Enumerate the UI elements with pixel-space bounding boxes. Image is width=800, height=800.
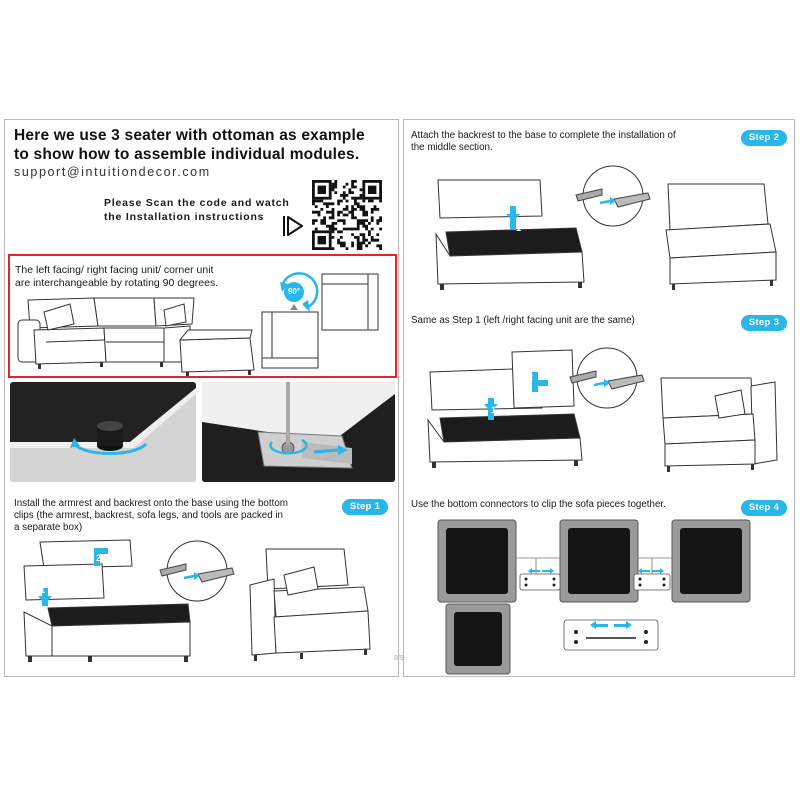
interchangeable-note bbox=[15, 264, 218, 290]
step-3-badge: Step 3 bbox=[741, 315, 787, 331]
step-1-badge: Step 1 bbox=[342, 499, 388, 515]
step-2-line-2: the middle section. bbox=[411, 142, 493, 153]
step-3-instruction bbox=[411, 315, 635, 327]
support-email[interactable]: support@intuitiondecor.com bbox=[14, 165, 211, 179]
step-1-callout-b: 2 bbox=[96, 553, 102, 563]
step-1-line-1: Install the armrest and backrest onto the base using the bottom bbox=[14, 498, 288, 509]
step-1-clip-detail-icon bbox=[150, 540, 244, 602]
rotation-diagram bbox=[258, 270, 386, 374]
note-line-1: The left facing/ right facing unit/ corner unit bbox=[15, 264, 214, 276]
title-line-2: to show how to assemble individual modules. bbox=[14, 146, 360, 163]
step-4-connection-diagram bbox=[436, 518, 756, 676]
step-3-callout-b: 2 bbox=[528, 372, 534, 382]
step-2-clip-detail-icon bbox=[566, 165, 660, 227]
step-1-instruction bbox=[14, 498, 288, 534]
step-2-assembled-middle-seat bbox=[660, 180, 782, 292]
rotation-angle-label: 90° bbox=[287, 287, 301, 296]
step-3-line-1: Same as Step 1 (left /right facing unit are the same) bbox=[411, 315, 635, 326]
step-1-line-2: clips (the armrest, backrest, sofa legs, and tools are packed in bbox=[14, 510, 283, 521]
step-1-line-3: a separate box) bbox=[14, 522, 83, 533]
sectional-sofa-illustration bbox=[14, 290, 266, 376]
connector-screw-photo bbox=[202, 382, 395, 482]
step-4-badge: Step 4 bbox=[741, 500, 787, 516]
scan-instruction bbox=[104, 196, 290, 224]
step-3-clip-detail-icon bbox=[560, 347, 654, 409]
page-marker: 8/9 bbox=[394, 655, 404, 662]
step-1-assembled-armchair bbox=[244, 545, 384, 665]
qr-code-icon[interactable] bbox=[312, 180, 382, 250]
step-4-line-1: Use the bottom connectors to clip the sofa pieces together. bbox=[411, 499, 666, 510]
step-2-instruction bbox=[411, 130, 676, 154]
note-line-2: are interchangeable by rotating 90 degrees. bbox=[15, 277, 219, 289]
step-3-assembled-corner-seat bbox=[655, 374, 785, 474]
sofa-leg-photo bbox=[10, 382, 196, 482]
scan-line-2: the Installation instructions bbox=[104, 211, 265, 223]
page-title bbox=[14, 126, 365, 164]
title-line-1: Here we use 3 seater with ottoman as example bbox=[14, 127, 365, 144]
scan-line-1: Please Scan the code and watch bbox=[104, 197, 290, 209]
step-2-badge: Step 2 bbox=[741, 130, 787, 146]
play-icon bbox=[282, 214, 304, 238]
step-2-callout-a: 1 bbox=[516, 223, 522, 233]
step-3-callout-a: 1 bbox=[491, 405, 497, 415]
step-2-line-1: Attach the backrest to the base to complete the installation of bbox=[411, 130, 676, 141]
step-4-instruction bbox=[411, 499, 666, 511]
step-1-callout-a: 1 bbox=[40, 585, 46, 595]
